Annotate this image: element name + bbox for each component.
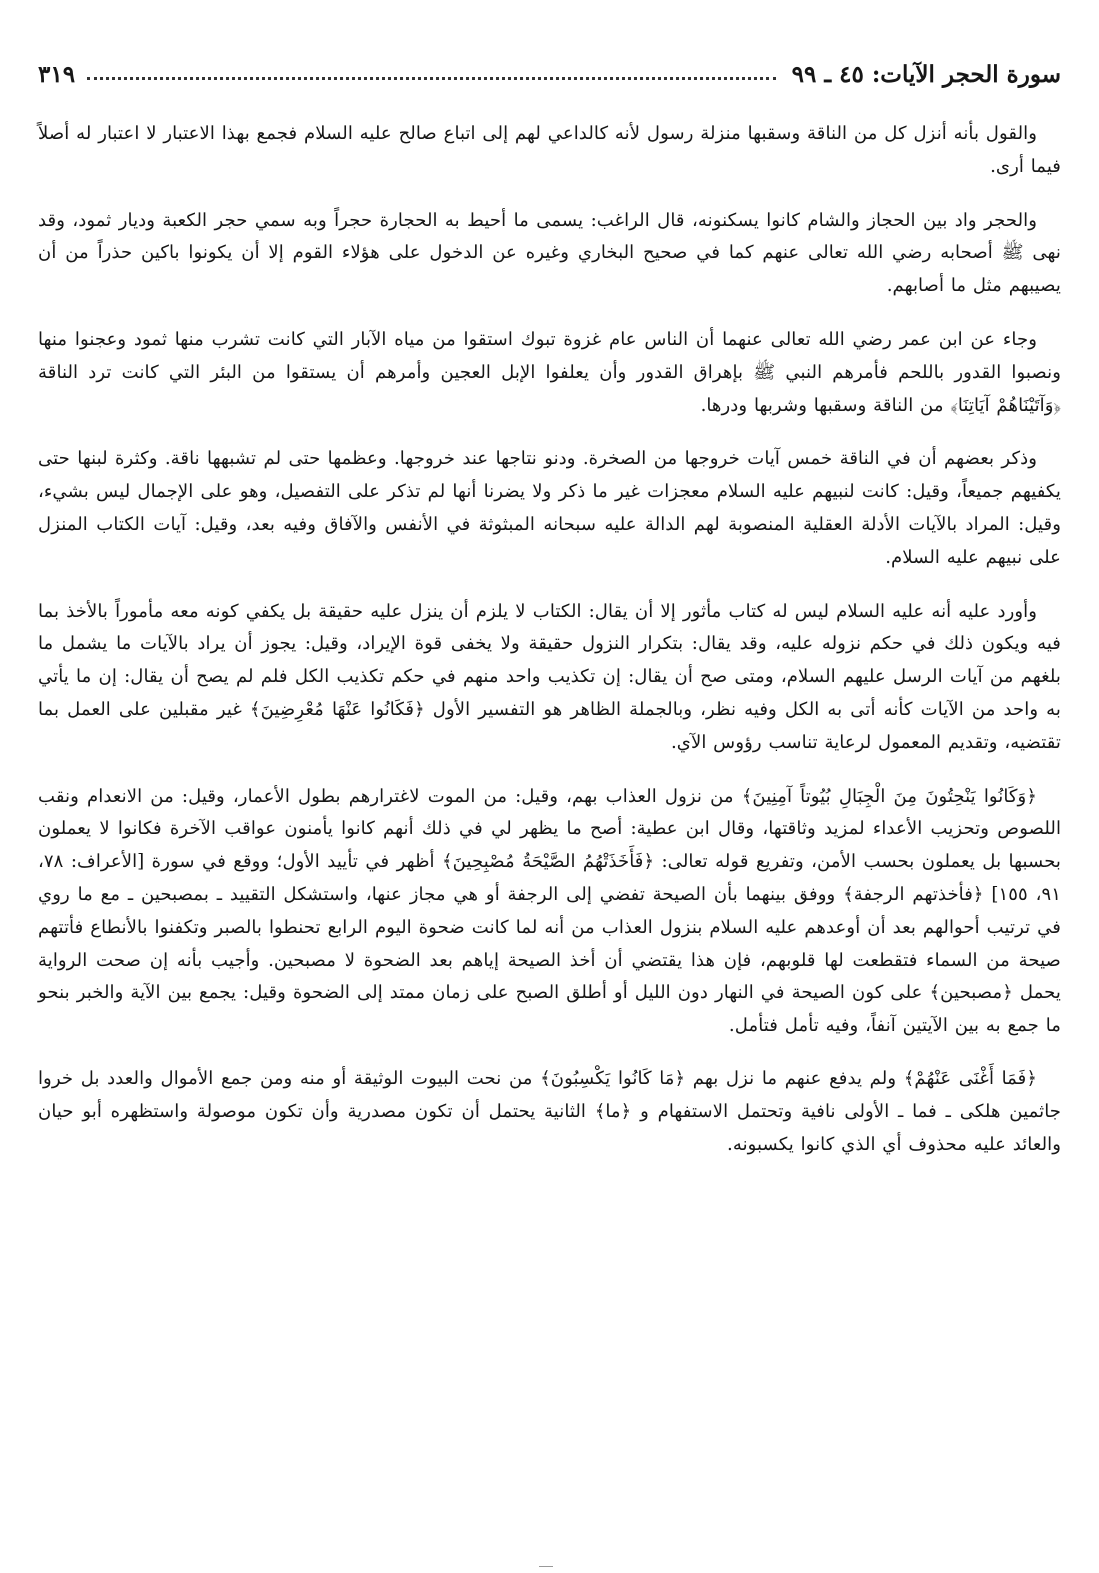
paragraph: ﴿وَكَانُوا يَنْحِتُونَ مِنَ الْجِبَالِ بُيُوتاً آمِنِينَ﴾ من نزول العذاب بهم، وقيل: من الموت لاغترارهم بطول الأعمار، وقيل: من الانعدام ونقب اللصوص وتحزيب الأعداء لمزيد وثاقتها، وقال ابن عطية: أصح ما يظهر لي في ذلك أنهم كانوا يأمنون عواقب الآخرة فكانوا لا يعملون بحسبها بل يعملون بحسب الأمن، وتفريع قوله تعالى: ﴿فَأَخَذَتْهُمُ الصَّيْحَةُ مُصْبِحِينَ﴾ أظهر في تأييد الأول؛ ووقع في سورة [الأعراف: ٧٨، ٩١، ١٥٥] ﴿فأخذتهم الرجفة﴾ ووفق بينهما بأن الصيحة تفضي إلى الرجفة أو هي مجاز عنها، واستشكل التقييد ـ بمصبحين ـ مع ما روي في ترتيب أحوالهم بعد أن أوعدهم عليه السلام بنزول العذاب من أنه لما كانت ضحوة اليوم الرابع تحنطوا بالصبر وتكفنوا بالأنطاع فأتتهم صيحة من السماء فتقطعت لها قلوبهم، فإن هذا يقتضي أن أخذ الصيحة إياهم بعد الضحوة لا مصبحين. وأجيب بأنه إن صحت الرواية يحمل ﴿مصبحين﴾ على كون الصيحة في النهار دون الليل أو أطلق الصبح على زمان ممتد إلى الضحوة وقيل: يجمع بين الآية والخبر بنحو ما جمع به بين الآيتين آنفاً، وفيه تأمل فتأمل. [38,785,1061,1037]
paragraph: وذكر بعضهم أن في الناقة خمس آيات خروجها من الصخرة. ودنو نتاجها عند خروجها. وعظمها حتى لم تشبهها ناقة. وكثرة لبنها حتى يكفيهم جميعاً، وقيل: كانت لنبيهم عليه السلام معجزات غير ما ذكر ولا يضرنا أنها لم تذكر على التفصيل، وهو على الإجمال ليس بشيء، وقيل: المراد بالآيات الأدلة العقلية المنصوبة لهم الدالة عليه سبحانه المبثوثة في الأنفس والآفاق وفيه بعد، وقيل: آيات الكتاب المنزل على نبيهم عليه السلام. [38,448,1061,568]
header-dot-leader [87,77,776,80]
paragraph: والحجر واد بين الحجاز والشام كانوا يسكنونه، قال الراغب: يسمى ما أحيط به الحجارة حجراً وبه سمي حجر الكعبة وديار ثمود، وقد نهى ﷺ أصحابه رضي الله تعالى عنهم كما في صحيح البخاري وغيره عن الدخول على هؤلاء القوم إلا أن يكونوا باكين حذراً من أن يصيبهم مثل ما أصابهم. [38,209,1061,297]
page-body [38,118,1061,1182]
paragraph: والقول بأنه أنزل كل من الناقة وسقبها منزلة رسول لأنه كالداعي لهم إلى اتباع صالح عليه السلام فجمع بهذا الاعتبار لا اعتبار له أصلاً فيما أرى. [38,123,1061,177]
page-header [38,52,1061,96]
book-page [38,52,1061,1542]
paragraph: ﴿فَمَا أَغْنَى عَنْهُمْ﴾ ولم يدفع عنهم ما نزل بهم ﴿مَا كَانُوا يَكْسِبُونَ﴾ من نحت البيوت الوثيقة أو منه ومن جمع الأموال والعدد بل خروا جاثمين هلكى ـ فما ـ الأولى نافية وتحتمل الاستفهام و ﴿ما﴾ الثانية يحتمل أن تكون مصدرية وأن تكون موصولة واستظهره أبو حيان والعائد عليه محذوف أي الذي كانوا يكسبونه. [38,1067,1061,1155]
scan-mark [539,1566,553,1567]
paragraph: وجاء عن ابن عمر رضي الله تعالى عنهما أن الناس عام غزوة تبوك استقوا من مياه الآبار التي كانت تشرب منها ثمود وعجنوا منها ونصبوا القدور باللحم فأمرهم النبي ﷺ بإهراق القدور وأن يعلفوا الإبل العجين وأمرهم أن يستقوا من البئر التي كانت ترد الناقة ﴿وَآتَيْنَاهُمْ آيَاتِنَا﴾ من الناقة وسقبها وشربها ودرها. [38,328,1061,416]
page-number: ٣١٩ [38,60,76,88]
running-title: سورة الحجر الآيات: ٤٥ ـ ٩٩ [791,60,1061,88]
paragraph: وأورد عليه أنه عليه السلام ليس له كتاب مأثور إلا أن يقال: الكتاب لا يلزم أن ينزل عليه حقيقة بل يكفي كونه معه مأموراً بالأخذ بما فيه ويكون ذلك في حكم نزوله عليه، وقد يقال: بتكرار النزول حقيقة ولا يخفى قوة الإيراد، وقيل: يجوز أن يراد بالآيات ما يشمل ما بلغهم من آيات الرسل عليهم السلام، ومتى صح أن يقال: إن تكذيب واحد منهم في حكم تكذيب الكل فلم لم يصح أن يقال: إن ما يأتي به واحد من الآيات كأنه أتى به الكل وفيه نظر، وبالجملة الظاهر هو التفسير الأول ﴿فَكَانُوا عَنْهَا مُعْرِضِينَ﴾ غير مقبلين على العمل بما تقتضيه، وتقديم المعمول لرعاية تناسب رؤوس الآي. [38,600,1061,753]
